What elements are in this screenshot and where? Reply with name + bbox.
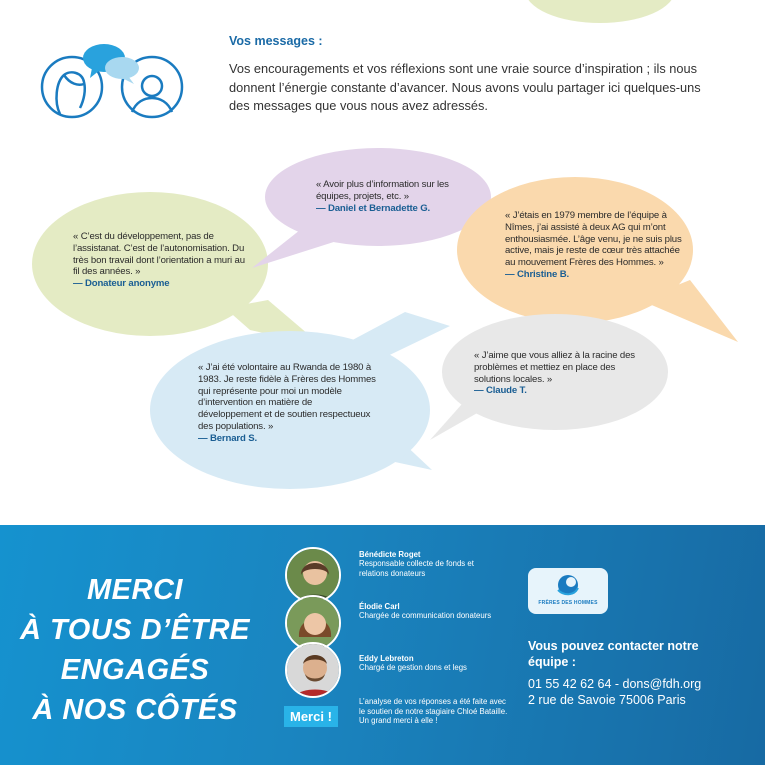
team-member-role: Responsable collecte de fonds et relations donateurs [359, 559, 474, 578]
quote-author: — Bernard S. [198, 432, 257, 444]
quote-donateur [73, 231, 253, 290]
quote-text: « J’aime que vous alliez à la racine des problèmes et mettiez en place des solutions locales. » [474, 350, 635, 385]
analysis-note: L’analyse de vos réponses a été faite avec le soutien de notre stagiaire Chloé Bataille. Un grand merci à elle ! [359, 697, 508, 726]
top-partial-bubble [525, 0, 675, 23]
conversation-heads-icon [34, 42, 186, 120]
section-heading: Vos messages : [229, 34, 323, 48]
quote-author: — Donateur anonyme [73, 278, 170, 290]
merci-line-4: À NOS CÔTÉS [32, 694, 238, 726]
team-member-name: Élodie Carl [359, 602, 400, 611]
team-member-elodie [359, 602, 499, 621]
team-member-benedicte [359, 550, 499, 578]
logo-text: FRÈRES DES HOMMES [538, 600, 598, 606]
quote-author: — Claude T. [474, 385, 527, 397]
contact-info [528, 676, 758, 708]
team-member-name: Eddy Lebreton [359, 654, 414, 663]
team-member-role: Chargée de communication donateurs [359, 611, 492, 620]
quote-text: « J’ai été volontaire au Rwanda de 1980 à 1983. Je reste fidèle à Frères des Hommes qui représente pour moi un modèle d’intervention en matière de développement et de soutien respectueux des populations. » [198, 362, 376, 432]
freres-des-hommes-logo [528, 568, 608, 614]
merci-line-2: À TOUS D’ÊTRE [20, 614, 250, 646]
quote-daniel [316, 179, 461, 214]
contact-title: Vous pouvez contacter notre équipe : [528, 639, 699, 669]
merci-line-3: ENGAGÉS [60, 654, 210, 686]
team-member-name: Bénédicte Roget [359, 550, 421, 559]
quote-claude [474, 350, 646, 397]
contact-phone-email: 01 55 42 62 64 - dons@fdh.org [528, 677, 702, 691]
merci-heading [0, 570, 270, 730]
quote-author: — Christine B. [505, 268, 569, 280]
quote-author: — Daniel et Bernadette G. [316, 202, 431, 214]
team-member-eddy [359, 654, 499, 673]
quote-text: « Avoir plus d’information sur les équipes, projets, etc. » [316, 179, 449, 202]
quote-bernard [198, 362, 378, 445]
quote-text: « J’étais en 1979 membre de l’équipe à Nîmes, j’ai assisté à deux AG qui m’ont enthousiasmée. L’âge venu, je ne suis plus active, mais je reste de cœur très attachée au mouvement Frères des Hommes. » [505, 210, 682, 269]
avatar-eddy [285, 642, 341, 698]
section-intro: Vos encouragements et vos réflexions sont une vraie source d’inspiration ; ils nous donnent l’énergie constante d’avancer. Nous avons voulu partager ici quelques-uns des messages que vous nous avez adressés. [229, 61, 701, 113]
quote-text: « C’est du développement, pas de l’assistanat. C’est de l’autonomisation. Du très bon travail dont l’orientation a muri au fil des années. » [73, 231, 245, 278]
quote-christine [505, 210, 683, 281]
merci-line-1: MERCI [87, 574, 183, 606]
contact-address: 2 rue de Savoie 75006 Paris [528, 693, 686, 707]
merci-tag: Merci ! [284, 706, 338, 727]
team-member-role: Chargé de gestion dons et legs [359, 663, 467, 672]
